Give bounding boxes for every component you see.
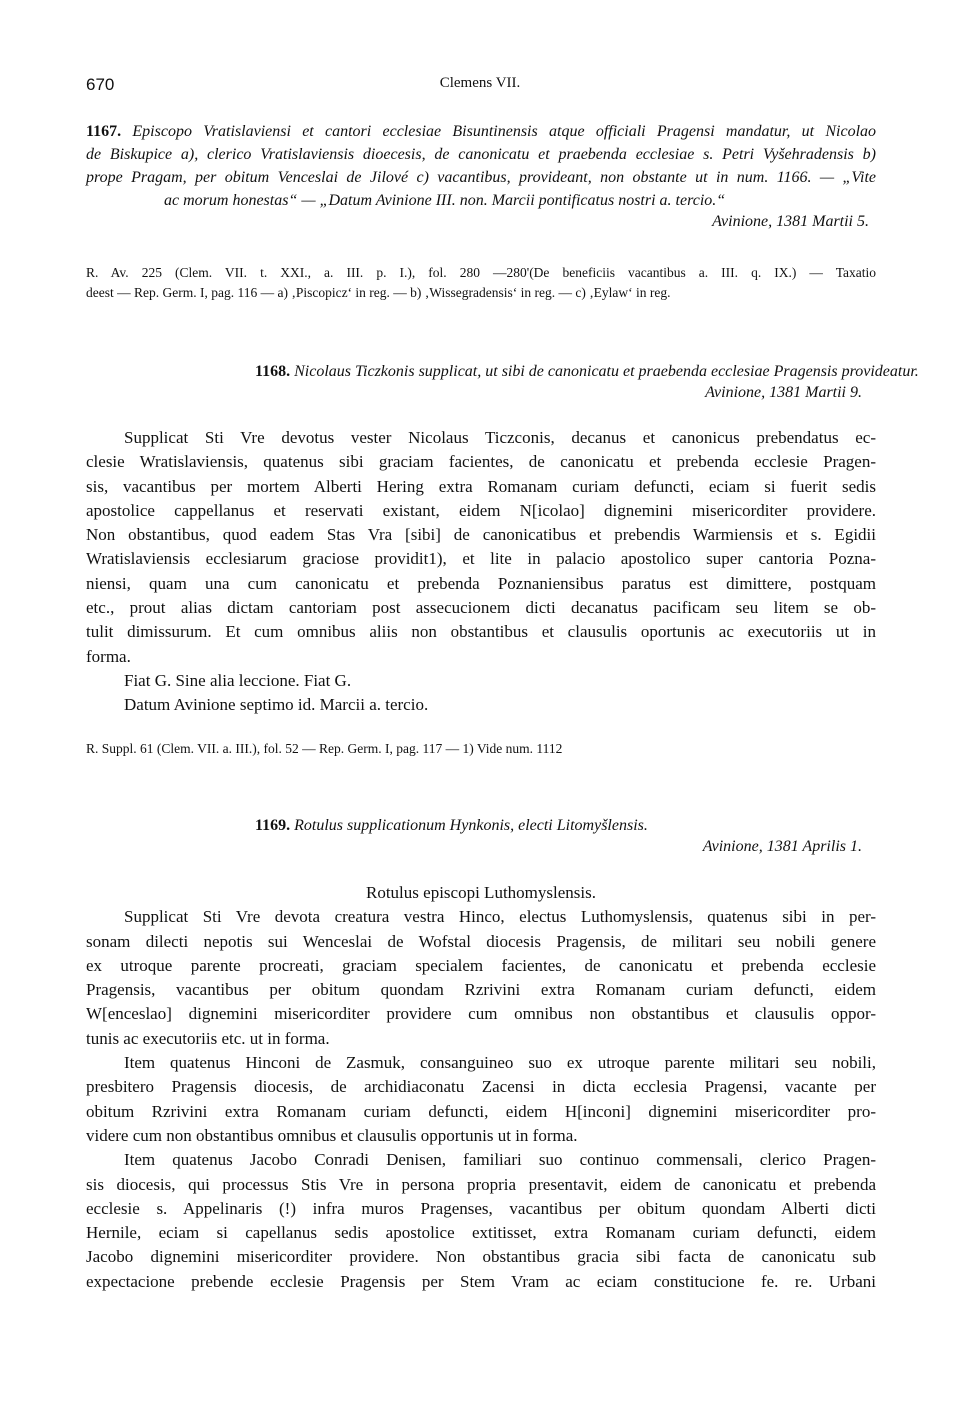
body-line: videre cum non obstantibus omnibus et clausulis opportunis ut in forma. (86, 1125, 578, 1145)
body-line: ex utroque parente procreati, graciam specialem facientes, de canonicatu et prebenda ecclesie (86, 955, 876, 975)
entry-number: 1169. (255, 817, 291, 834)
body-line: Supplicat Sti Vre devota creatura vestra Hinco, electus Luthomyslensis, quatenus sibi in per- (124, 907, 876, 927)
entry-1167-source (86, 263, 876, 303)
body-line: ecclesie s. Appelinaris (!) infra muros Pragenses, vacantibus per obitum quondam Alberti dicti (86, 1198, 876, 1218)
body-line: sonam dilecti nepotis sui Wenceslai de Wofstal diocesis Pragensis, de militari seu nobili genere (86, 931, 876, 951)
entry-1167-date: Avinione, 1381 Martii 5. (712, 213, 869, 230)
datum-line: Datum Avinione septimo id. Marcii a. tercio. (124, 695, 429, 715)
running-title: Clemens VII. (439, 75, 521, 91)
body-line: Supplicat Sti Vre devotus vester Nicolaus Ticzconis, decanus et canonicus prebendatus ec- (124, 428, 876, 447)
entry-1169-body (86, 881, 876, 1294)
body-line: Pragensis, vacantibus per obitum quondam Rzrivini extra Romanam curiam defuncti, eidem (86, 980, 876, 1000)
entry-number: 1167. (86, 123, 122, 140)
body-line: niensi, quam una cum canonicatu et prebenda Poznaniensibus paratus est dimittere, postquam (86, 573, 876, 593)
body-line: forma. (86, 646, 131, 666)
entry-1169-regest: 1169. Rotulus supplicationum Hynkonis, electi Litomyšlensis. (255, 817, 648, 834)
regest-line: Episcopo Vratislaviensi et cantori ecclesiae Bisuntinensis atque officiali Pragensi mandatur, ut Nicolao (132, 123, 877, 140)
entry-1168-body (86, 426, 876, 718)
body-line: sis diocesis, qui processus Stis Vre in persona propria presentavit, eidem de canonicatu et prebenda (86, 1174, 876, 1194)
regest-line: de Biskupice a), clerico Vratislaviensis dioecesis, de canonicatu et praebenda ecclesiae s. Petri Vyšehradensis b) (86, 146, 876, 163)
body-line: tulit dimissurum. Et cum omnibus aliis non obstantibus et clausulis oportunis ac executoriis ut in (86, 622, 876, 642)
rotulus-heading: Rotulus episcopi Luthomyslensis. (366, 883, 596, 902)
entry-1168-date: Avinione, 1381 Martii 9. (705, 384, 862, 401)
entry-1168-regest: 1168. Nicolaus Ticzkonis supplicat, ut sibi de canonicatu et praebenda ecclesiae Pragensis provideatur. (255, 363, 919, 380)
regest-line: prope Pragam, per obitum Venceslai de Jilové c) vacantibus, provideant, non obstante ut in num. 1166. — „Vite (86, 169, 876, 186)
body-line: Hernile, eciam si capellanus sedis apostolice extitisset, extra Romanam curiam defuncti, eidem (86, 1223, 876, 1243)
body-line: apostolice cappellanus et reservati existant, eidem N[icolao] dignemini misericorditer providere. (86, 500, 876, 520)
body-line: Jacobo dignemini misericorditer providere. Non obstantibus gracia sibi facta de canonicatu sub (86, 1247, 876, 1267)
body-line: expectacione prebende ecclesie Pragensis per Stem Vram ac eciam constitucione fe. re. Urbani (86, 1271, 876, 1291)
body-line: etc., prout alias dictam cantoriam post assecucionem dicti decanatus pacificam seu litem se ob- (86, 598, 876, 618)
source-line: deest — Rep. Germ. I, pag. 116 — a) ‚Piscopicz‘ in reg. — b) ‚Wissegradensis‘ in reg. — c) ‚Eylaw‘ in reg. (86, 285, 671, 300)
entry-1168-source: R. Suppl. 61 (Clem. VII. a. III.), fol. 52 — Rep. Germ. I, pag. 117 — 1) Vide num. 1112 (86, 741, 563, 756)
fiat-line: Fiat G. Sine alia leccione. Fiat G. (124, 670, 352, 690)
body-line: sis, vacantibus per mortem Alberti Hering extra Romanam curiam defuncti, eciam si fuerit sedis (86, 476, 876, 496)
body-line: Item quatenus Hinconi de Zasmuk, consanguineo suo ex utroque parente militari seu nobili, (124, 1053, 876, 1073)
body-line: Wratislaviensis ecclesiarum graciose providit1), et lite in palacio apostolico super cantoria Pozna- (86, 549, 876, 569)
entry-number: 1168. (255, 363, 291, 380)
body-line: obitum Rzrivini extra Romanam curiam defuncti, eidem H[inconi] dignemini misericorditer pro- (86, 1101, 876, 1121)
body-line: Item quatenus Jacobo Conradi Denisen, familiari suo continuo commensali, clerico Pragen- (124, 1150, 876, 1170)
body-line: presbitero Pragensis diocesis, de archidiaconatu Zacensi in dicta ecclesia Pragensi, vacante per (86, 1077, 876, 1097)
source-line: R. Av. 225 (Clem. VII. t. XXI., a. III. p. I.), fol. 280 —280'(De beneficiis vacantibus a. III. q. IX.) — Taxatio (86, 265, 876, 280)
entry-1167-regest (86, 120, 876, 212)
body-line: W[enceslao] dignemini misericorditer providere cum omnibus non obstantibus et clausulis oppor- (86, 1004, 876, 1024)
page-number: 670 (86, 75, 115, 94)
body-line: clesie Wratislaviensis, quatenus sibi graciam facientes, de canonicatu et prebenda ecclesie Pragen- (86, 452, 876, 472)
regest-line: ac morum honestas“ — „Datum Avinione III. non. Marcii pontificatus nostri a. tercio.“ (164, 192, 726, 209)
entry-1169-date: Avinione, 1381 Aprilis 1. (702, 838, 862, 855)
body-line: tunis ac executoriis etc. ut in forma. (86, 1028, 330, 1048)
body-line: Non obstantibus, quod eadem Stas Vra [sibi] de canonicatibus et prebendis Warmiensis et s. Egidii (86, 525, 876, 545)
